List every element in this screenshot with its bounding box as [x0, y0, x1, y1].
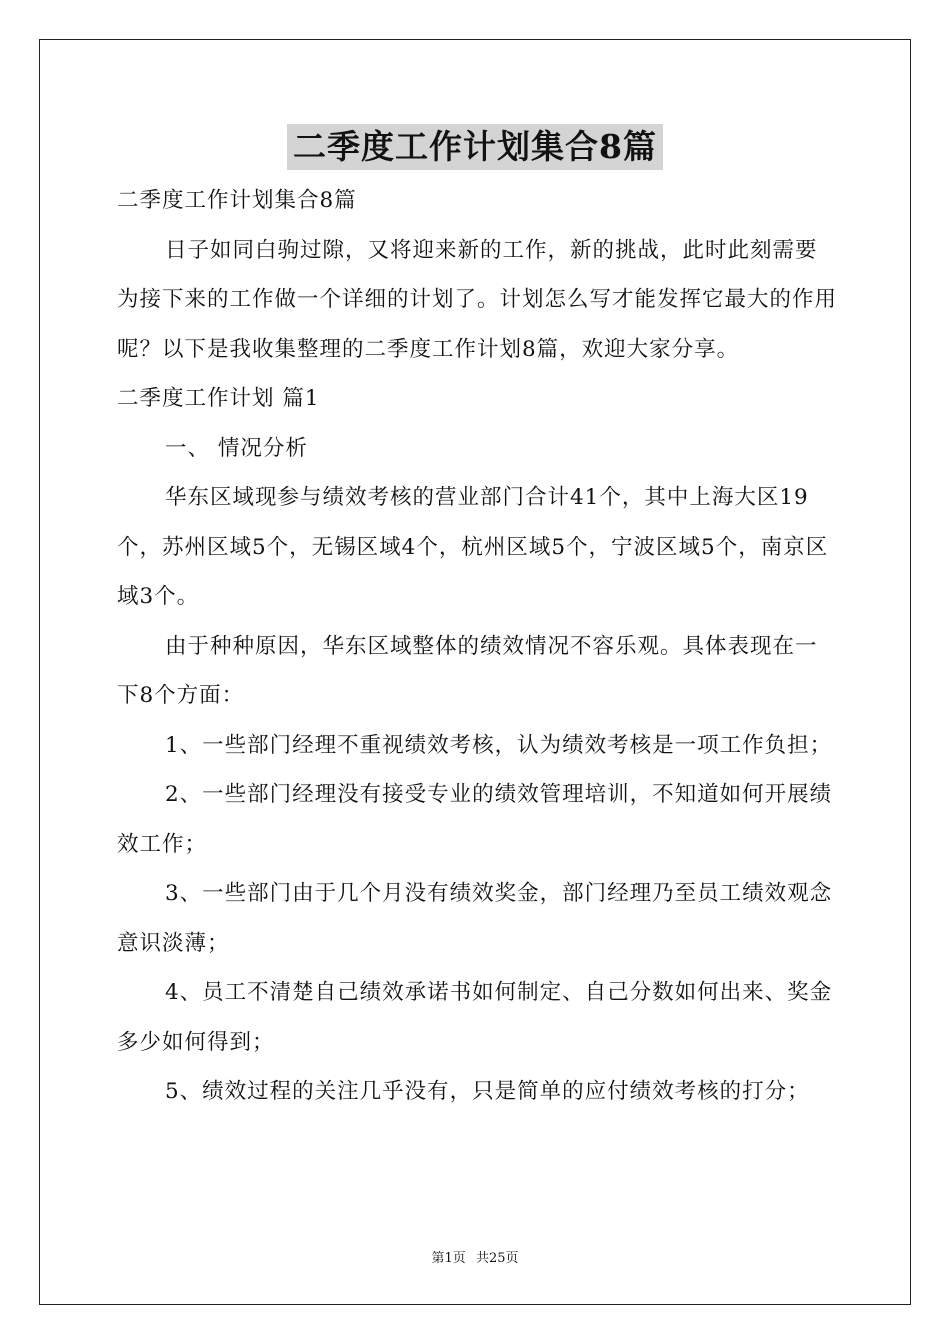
page-number: 第1页	[431, 1251, 466, 1266]
list-item: 2、一些部门经理没有接受专业的绩效管理培训，不知道如何开展绩效工作；	[117, 782, 833, 857]
list-item: 3、一些部门由于几个月没有绩效奖金，部门经理乃至员工绩效观念意识淡薄；	[117, 881, 833, 956]
page-total: 共25页	[475, 1251, 519, 1266]
paragraph: 日子如同白驹过隙，又将迎来新的工作，新的挑战，此时此刻需要为接下来的工作做一个详细的计划了。计划怎么写才能发挥它最大的作用呢？以下是我收集整理的二季度工作计划8篇，欢迎大家分享。	[117, 237, 838, 362]
paragraph: 二季度工作计划集合8篇	[117, 188, 357, 213]
list-item: 5、绩效过程的关注几乎没有，只是简单的应付绩效考核的打分；	[165, 1079, 810, 1104]
document-body	[117, 176, 839, 1117]
list-item: 4、员工不清楚自己绩效承诺书如何制定、自己分数如何出来、奖金多少如何得到；	[117, 980, 833, 1055]
list-item: 1、一些部门经理不重视绩效考核，认为绩效考核是一项工作负担；	[165, 732, 833, 758]
title-container	[0, 124, 950, 170]
document-title: 二季度工作计划集合8篇	[287, 124, 663, 170]
subsection-heading: 一、 情况分析	[165, 435, 308, 461]
section-heading: 二季度工作计划 篇1	[117, 386, 320, 411]
page-footer	[0, 1247, 950, 1266]
paragraph: 华东区域现参与绩效考核的营业部门合计41个，其中上海大区19个，苏州区域5个，无锡区域4个，杭州区域5个，宁波区域5个，南京区域3个。	[117, 485, 829, 609]
paragraph: 由于种种原因，华东区域整体的绩效情况不容乐观。具体表现在一下8个方面：	[117, 633, 818, 708]
